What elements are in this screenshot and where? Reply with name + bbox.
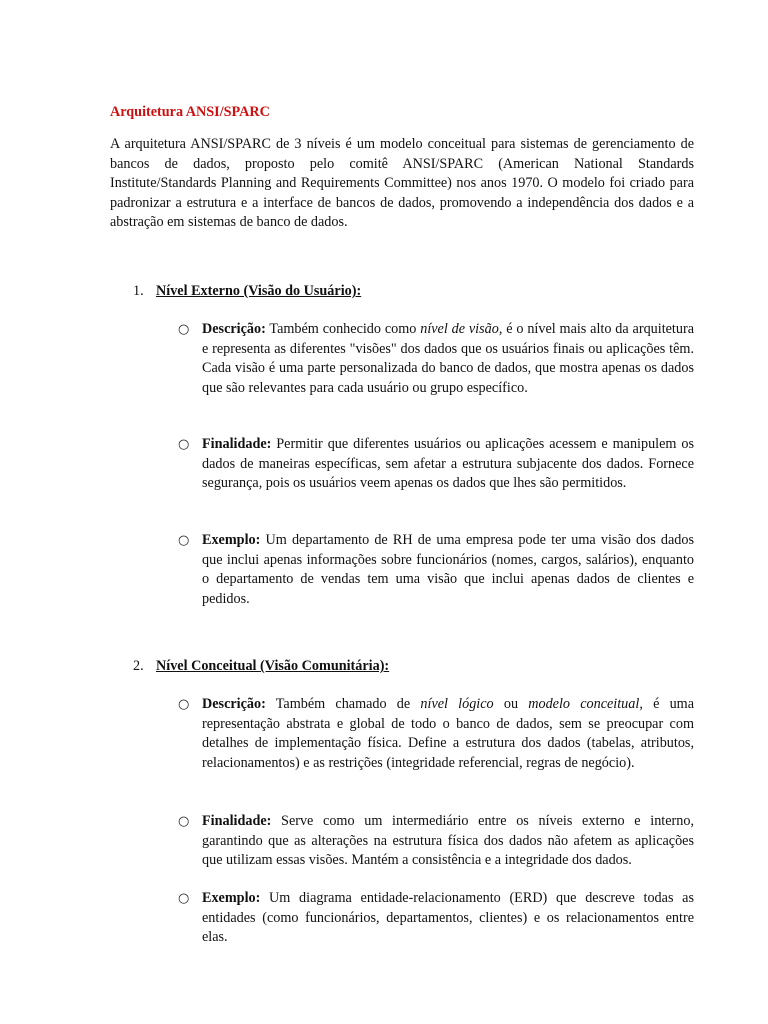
- list-item-external-purpose: [178, 435, 694, 494]
- item-emphasis: nível de visão: [420, 321, 499, 337]
- list-item-external-example: [178, 531, 694, 609]
- item-label: Descrição:: [202, 321, 266, 337]
- section-number: 2.: [133, 658, 144, 674]
- section-heading-text: Nível Conceitual (Visão Comunitária):: [156, 658, 390, 674]
- item-emphasis: modelo conceitual: [528, 696, 640, 712]
- section-heading-text: Nível Externo (Visão do Usuário):: [156, 283, 362, 299]
- item-text: Um diagrama entidade-relacionamento (ERD) que descreve todas as entidades (como funcionários, departamentos, clientes) e os relacionamentos entre elas.: [202, 890, 694, 946]
- list-item-conceptual-example: [178, 889, 694, 948]
- item-text: ou: [493, 696, 529, 712]
- intro-paragraph: A arquitetura ANSI/SPARC de 3 níveis é um modelo conceitual para sistemas de gerenciamento de bancos de dados, proposto pelo comitê ANSI/SPARC (American National Standards Institute/Standards Planning and Requirements Committee) nos anos 1970. O modelo foi criado para padronizar a estrutura e a interface de bancos de dados, promovendo a independência dos dados e a abstração em sistemas de banco de dados.: [110, 136, 694, 231]
- list-item-external-description: [178, 320, 694, 398]
- item-label: Descrição:: [202, 696, 266, 712]
- item-text: Um departamento de RH de uma empresa pode ter uma visão dos dados que inclui apenas informações sobre funcionários (nomes, cargos, salários), enquanto o departamento de vendas tem uma visão que inclui apenas dados de clientes e pedidos.: [202, 532, 694, 607]
- hollow-bullet-icon: ○: [178, 437, 190, 452]
- item-label: Exemplo:: [202, 890, 261, 906]
- hollow-bullet-icon: ○: [178, 533, 190, 548]
- item-label: Exemplo:: [202, 532, 261, 548]
- section-number: 1.: [133, 283, 144, 299]
- item-text: Também conhecido como: [265, 321, 421, 337]
- hollow-bullet-icon: ○: [178, 697, 190, 712]
- hollow-bullet-icon: ○: [178, 891, 190, 906]
- list-item-conceptual-purpose: [178, 812, 694, 871]
- item-emphasis: nível lógico: [420, 696, 494, 712]
- item-label: Finalidade:: [202, 813, 272, 829]
- hollow-bullet-icon: ○: [178, 322, 190, 337]
- section-heading-conceptual: [133, 657, 389, 677]
- item-text: Serve como um intermediário entre os níveis externo e interno, garantindo que as alterações na estrutura física dos dados não afetem as aplicações que utilizam essas visões. Mantém a consistência e a integridade dos dados.: [202, 813, 694, 869]
- document-title: Arquitetura ANSI/SPARC: [110, 104, 270, 120]
- hollow-bullet-icon: ○: [178, 814, 190, 829]
- item-label: Finalidade:: [202, 436, 272, 452]
- item-text: Também chamado de: [265, 696, 421, 712]
- list-item-conceptual-description: [178, 695, 694, 773]
- item-text: , é uma representação abstrata e global de todo o banco de dados, sem se preocupar com detalhes de implementação física. Define a estrutura dos dados (tabelas, atributos, relacionamentos) e as restrições (integridade referencial, regras de negócio).: [202, 696, 694, 771]
- section-heading-external: [133, 282, 361, 302]
- item-text: Permitir que diferentes usuários ou aplicações acessem e manipulem os dados de maneiras específicas, sem afetar a estrutura subjacente dos dados. Fornece segurança, pois os usuários veem apenas os dados que lhes são permitidos.: [202, 436, 694, 492]
- item-text: , é o nível mais alto da arquitetura e representa as diferentes "visões" dos dados que os usuários finais ou aplicações têm. Cada visão é uma parte personalizada do banco de dados, que mostra apenas os dados que são relevantes para cada usuário ou grupo específico.: [202, 321, 694, 396]
